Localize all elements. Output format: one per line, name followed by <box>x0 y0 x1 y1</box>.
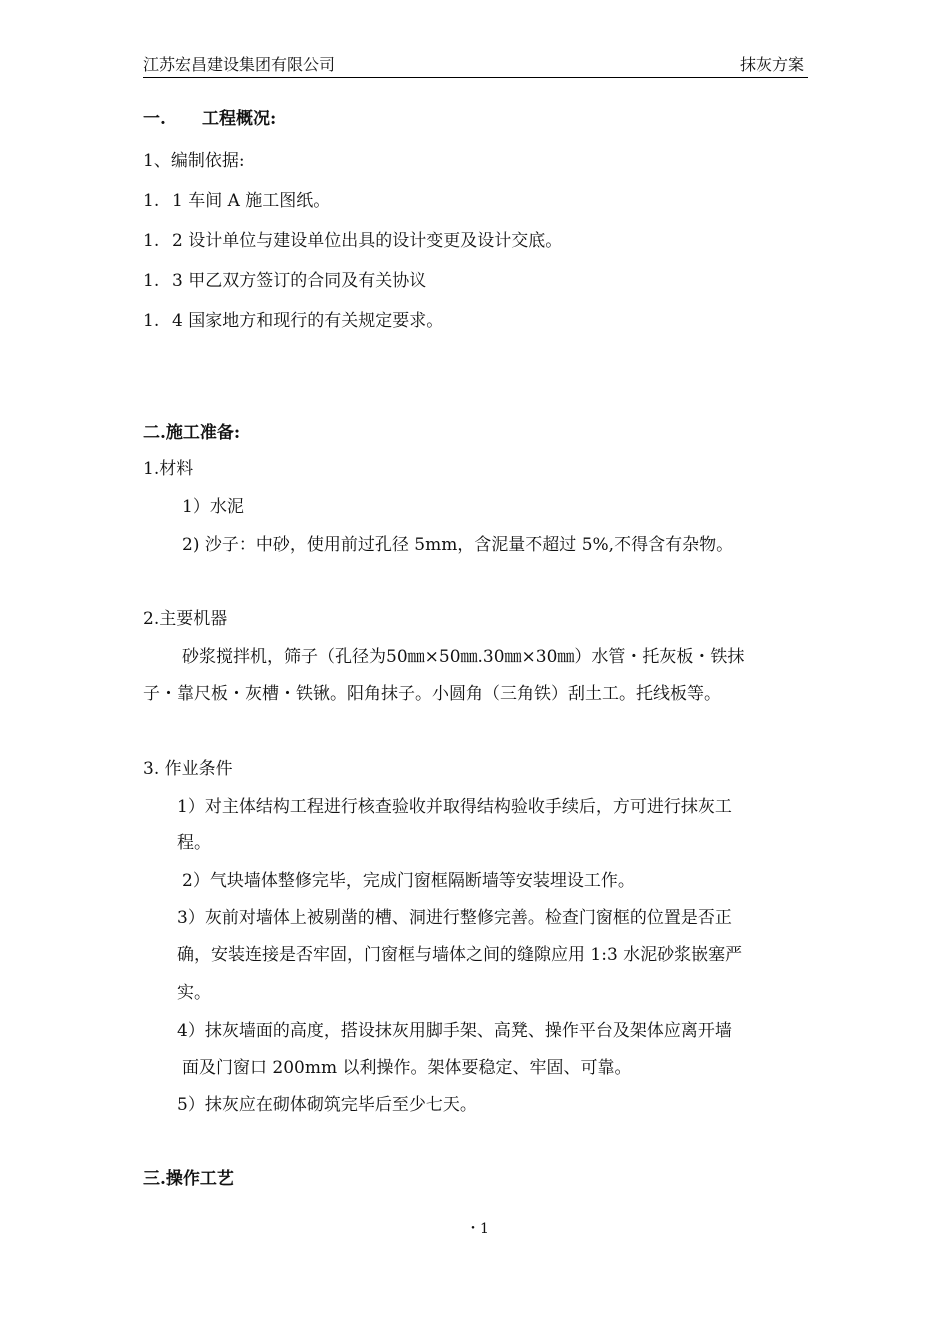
machines-label: 2.主要机器 <box>143 609 228 629</box>
section1-number: 一. <box>143 109 166 129</box>
basis-item-text: 3 甲乙双方签订的合同及有关协议 <box>172 271 427 291</box>
basis-item-number: 1. <box>143 191 160 211</box>
machines-line: 子・靠尺板・灰槽・铁锹。阳角抹子。小圆角（三角铁）刮土工。托线板等。 <box>143 684 721 704</box>
basis-item-number: 1. <box>143 311 160 331</box>
conditions-label: 3. 作业条件 <box>143 759 233 779</box>
conditions-line: 实。 <box>177 983 211 1003</box>
header-company: 江苏宏昌建设集团有限公司 <box>143 55 336 74</box>
conditions-line: 面及门窗口 200mm 以利操作。架体要稳定、牢固、可靠。 <box>182 1058 632 1078</box>
page-number: ・1 <box>466 1221 489 1237</box>
section1-title: 工程概况: <box>202 109 277 129</box>
basis-item-number: 1. <box>143 271 160 291</box>
basis-label: 1、编制依据: <box>143 151 245 171</box>
conditions-line: 确，安装连接是否牢固，门窗框与墙体之间的缝隙应用 1:3 水泥砂浆嵌塞严 <box>177 945 743 965</box>
section3-title: 三.操作工艺 <box>143 1169 234 1189</box>
section2-title: 二.施工准备: <box>143 423 241 443</box>
basis-item-text: 4 国家地方和现行的有关规定要求。 <box>172 311 444 331</box>
conditions-line: 5）抹灰应在砌体砌筑完毕后至少七天。 <box>177 1095 477 1115</box>
header-rule <box>143 77 808 78</box>
conditions-line: 程。 <box>177 833 211 853</box>
materials-item: 2) 沙子：中砂，使用前过孔径 5mm，含泥量不超过 5%,不得含有杂物。 <box>182 535 734 555</box>
machines-line: 砂浆搅拌机，筛子（孔径为50㎜×50㎜.30㎜×30㎜）水管・托灰板・铁抹 <box>182 647 745 667</box>
conditions-line: 1）对主体结构工程进行核查验收并取得结构验收手续后，方可进行抹灰工 <box>177 797 732 817</box>
conditions-line: 4）抹灰墙面的高度，搭设抹灰用脚手架、高凳、操作平台及架体应离开墙 <box>177 1021 732 1041</box>
basis-item-text: 1 车间 A 施工图纸。 <box>172 191 331 211</box>
header-doc-title: 抹灰方案 <box>740 55 805 74</box>
conditions-line: 3）灰前对墙体上被剔凿的槽、洞进行整修完善。检查门窗框的位置是否正 <box>177 908 732 928</box>
basis-item-number: 1. <box>143 231 160 251</box>
basis-item-text: 2 设计单位与建设单位出具的设计变更及设计交底。 <box>172 231 563 251</box>
conditions-line: 2）气块墙体整修完毕，完成门窗框隔断墙等安装埋设工作。 <box>182 871 635 891</box>
materials-label: 1.材料 <box>143 459 194 479</box>
materials-item: 1）水泥 <box>182 497 244 517</box>
